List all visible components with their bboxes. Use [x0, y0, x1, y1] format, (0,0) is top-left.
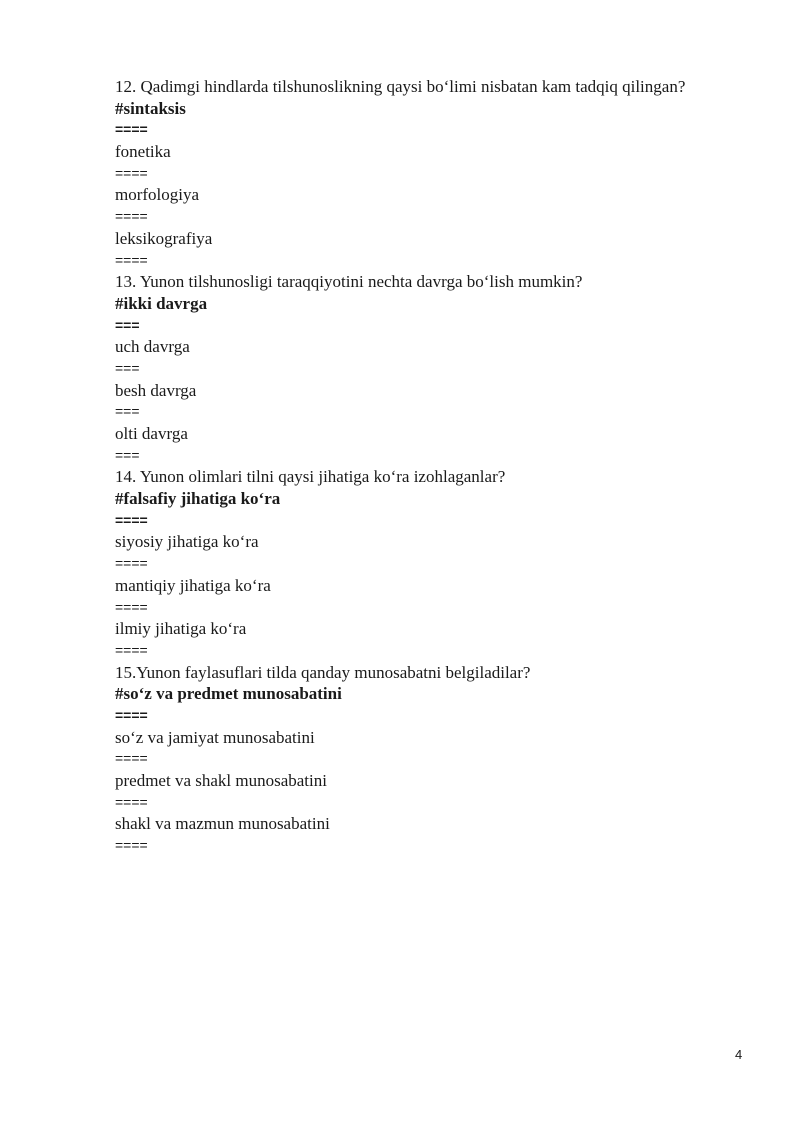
question-12-correct-answer: #sintaksis	[115, 98, 186, 118]
answer-separator: ====	[115, 121, 148, 138]
question-13-option-1: uch davrga	[115, 337, 190, 357]
answer-separator: ====	[115, 511, 148, 528]
question-13-option-3: olti davrga	[115, 424, 188, 443]
question-12-option-1: fonetika	[115, 142, 171, 162]
question-14-text: 14. Yunon olimlari tilni qaysi jihatiga ko‘ra izohlaganlar?	[115, 467, 506, 487]
question-14-correct-answer: #falsafiy jihatiga ko‘ra	[115, 489, 281, 509]
question-14-option-3: ilmiy jihatiga ko‘ra	[115, 619, 247, 639]
question-13-option-2: besh davrga	[115, 380, 197, 400]
answer-separator: ====	[115, 598, 148, 615]
answer-separator: ===	[115, 316, 140, 333]
answer-separator: ====	[115, 706, 148, 723]
answer-separator: ===	[115, 359, 140, 376]
question-12-text: 12. Qadimgi hindlarda tilshunoslikning qaysi bo‘limi nisbatan kam tadqiq qilingan?	[115, 77, 686, 96]
question-12-option-2: morfologiya	[115, 185, 200, 205]
question-15-option-3: shakl va mazmun munosabatini	[115, 814, 330, 834]
answer-separator: ====	[115, 793, 148, 810]
answer-separator: ====	[115, 641, 148, 658]
question-15-text: 15.Yunon faylasuflari tilda qanday munosabatni belgiladilar?	[115, 662, 531, 682]
question-14-option-2: mantiqiy jihatiga ko‘ra	[115, 575, 271, 595]
answer-separator: ====	[115, 251, 148, 268]
answer-separator: ====	[115, 750, 148, 767]
test-questions-block	[115, 76, 775, 857]
page-number: 4	[735, 1047, 743, 1062]
answer-separator: ====	[115, 164, 148, 181]
question-15-correct-answer: #so‘z va predmet munosabatini	[115, 684, 342, 704]
question-15-option-1: so‘z va jamiyat munosabatini	[115, 727, 315, 747]
question-14-option-1: siyosiy jihatiga ko‘ra	[115, 532, 259, 552]
question-12-option-3: leksikografiya	[115, 228, 213, 248]
answer-separator: ===	[115, 446, 140, 463]
answer-separator: ====	[115, 208, 148, 225]
question-15-option-2: predmet va shakl munosabatini	[115, 771, 327, 790]
answer-separator: ====	[115, 837, 148, 854]
answer-separator: ===	[115, 403, 140, 420]
question-13-text: 13. Yunon tilshunosligi taraqqiyotini nechta davrga bo‘lish mumkin?	[115, 272, 583, 292]
answer-separator: ====	[115, 555, 148, 572]
question-13-correct-answer: #ikki davrga	[115, 293, 208, 313]
